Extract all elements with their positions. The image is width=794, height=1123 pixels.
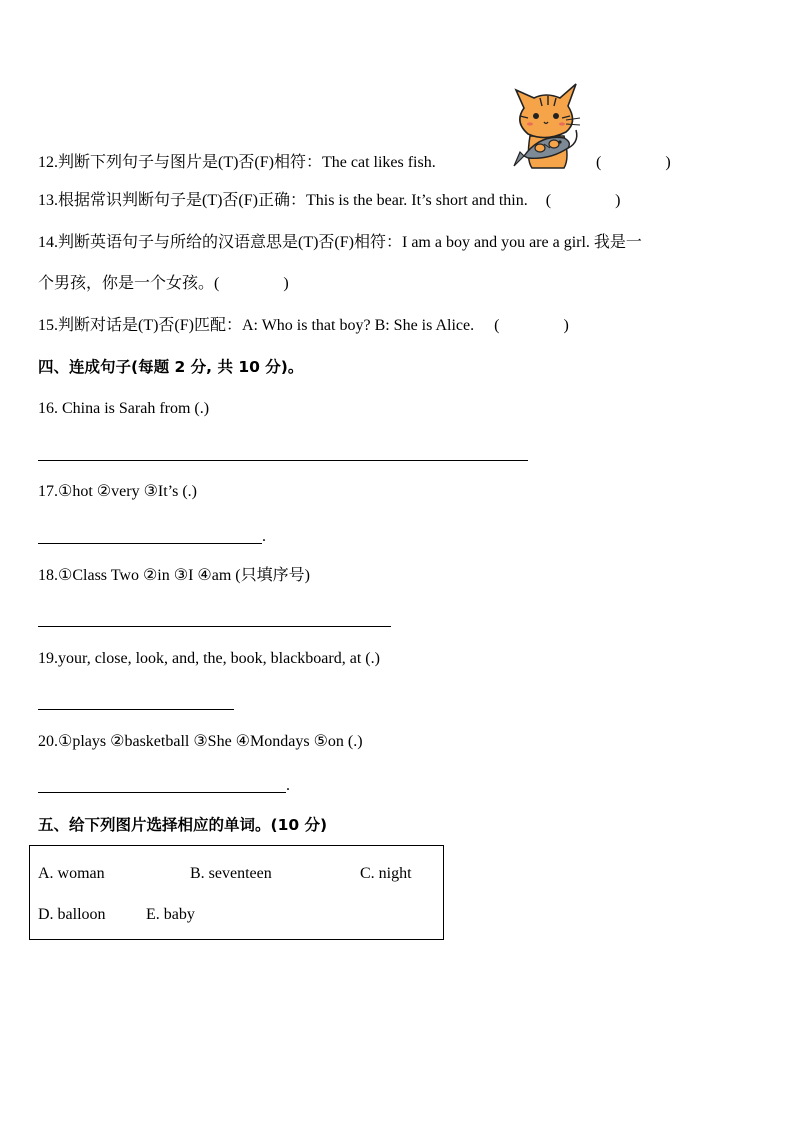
word-options-box xyxy=(29,845,444,940)
answer-line-17[interactable] xyxy=(38,543,262,544)
question-20: 20.①plays ②basketball ③She ④Mondays ⑤on (.) xyxy=(38,733,363,750)
answer-line-17-period: . xyxy=(262,528,266,545)
question-16: 16. China is Sarah from (.) xyxy=(38,400,210,417)
question-13-text: 13.根据常识判断句子是(T)否(F)正确：This is the bear. It’s short and thin. xyxy=(38,192,528,209)
question-13 xyxy=(38,191,620,211)
option-b[interactable]: B. seventeen xyxy=(190,865,272,882)
question-15 xyxy=(38,316,569,336)
question-14-line-2[interactable]: 个男孩，你是一个女孩。( ) xyxy=(38,275,289,292)
answer-paren-13[interactable]: ( ) xyxy=(545,192,621,209)
cat-with-fish-image xyxy=(506,78,590,172)
question-17: 17.①hot ②very ③It’s (.) xyxy=(38,483,198,500)
answer-line-18[interactable] xyxy=(38,626,391,627)
option-d[interactable]: D. balloon xyxy=(38,906,106,923)
option-c[interactable]: C. night xyxy=(360,865,412,882)
answer-paren-12-text: ( ) xyxy=(596,154,671,171)
answer-line-19[interactable] xyxy=(38,709,234,710)
answer-paren-15[interactable]: ( ) xyxy=(494,317,569,334)
section-4-heading: 四、连成句子(每题 2 分, 共 10 分)。 xyxy=(38,358,304,376)
question-15-text: 15.判断对话是(T)否(F)匹配：A: Who is that boy? B: She is Alice. xyxy=(38,317,475,334)
answer-line-20-period: . xyxy=(286,777,290,794)
option-e[interactable]: E. baby xyxy=(146,906,195,923)
option-a[interactable]: A. woman xyxy=(38,865,105,882)
question-12-text: 12.判断下列句子与图片是(T)否(F)相符：The cat likes fish. xyxy=(38,154,436,171)
section-5-heading: 五、给下列图片选择相应的单词。(10 分) xyxy=(38,816,328,834)
question-12 xyxy=(38,153,436,173)
answer-line-16[interactable] xyxy=(38,460,528,461)
answer-line-20[interactable] xyxy=(38,792,286,793)
question-18: 18.①Class Two ②in ③I ④am (只填序号) xyxy=(38,567,310,584)
answer-paren-12[interactable] xyxy=(596,153,671,173)
question-14-line-1: 14.判断英语句子与所给的汉语意思是(T)否(F)相符：I am a boy and you are a girl. 我是一 xyxy=(38,234,642,251)
question-19: 19.your, close, look, and, the, book, blackboard, at (.) xyxy=(38,650,380,667)
